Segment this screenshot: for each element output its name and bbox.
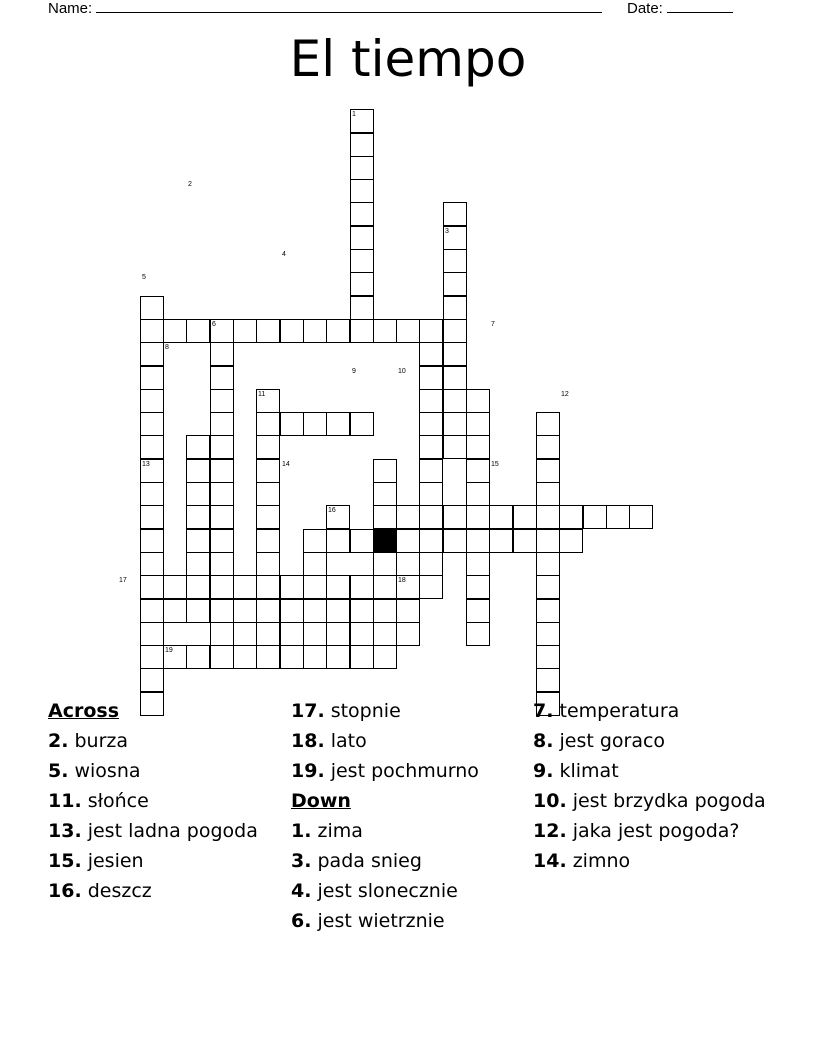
clue-item [533,791,768,812]
crossword-cell[interactable] [373,575,397,599]
crossword-cell[interactable] [466,529,490,553]
clue-item-text: wiosna [68,760,141,782]
crossword-cell[interactable] [186,459,210,483]
crossword-cell[interactable] [186,645,210,669]
crossword-cell[interactable] [210,389,234,413]
crossword-cell[interactable] [326,529,350,553]
clue-number-18: 18 [398,577,406,584]
clue-item-number: 2. [48,730,69,752]
crossword-cell[interactable] [350,272,374,296]
clue-item [291,701,526,722]
crossword-cell[interactable] [536,622,560,646]
clue-item [291,911,526,932]
crossword-cell[interactable] [140,622,164,646]
clue-item-number: 10. [533,790,567,812]
crossword-cell[interactable] [186,319,210,343]
crossword-cell[interactable] [233,575,257,599]
crossword-cell[interactable] [210,599,234,623]
crossword-cell[interactable] [256,529,280,553]
crossword-cell[interactable] [536,482,560,506]
crossword-cell[interactable] [443,435,467,459]
crossword-cell[interactable] [373,622,397,646]
crossword-cell[interactable] [536,668,560,692]
clue-item-text: temperatura [553,700,680,722]
clue-number-6: 6 [212,321,216,328]
clue-number-1: 1 [352,111,356,118]
clue-item-number: 8. [533,730,554,752]
crossword-cell[interactable] [303,599,327,623]
clue-item-number: 7. [533,700,554,722]
crossword-cell[interactable] [326,645,350,669]
name-label: Name: [48,0,93,17]
crossword-cell[interactable] [140,435,164,459]
crossword-cell[interactable] [373,459,397,483]
crossword-cell[interactable] [350,226,374,250]
clue-number-9: 9 [352,368,356,375]
crossword-cell[interactable] [350,412,374,436]
crossword-cell[interactable] [233,622,257,646]
clue-number-16: 16 [328,507,336,514]
crossword-cell[interactable] [419,342,443,366]
crossword-cell[interactable] [536,599,560,623]
crossword-cell[interactable] [443,366,467,390]
crossword-cell[interactable] [303,412,327,436]
crossword-cell[interactable] [536,459,560,483]
crossword-cell[interactable] [373,599,397,623]
crossword-cell[interactable] [466,599,490,623]
crossword-cell[interactable] [373,552,397,576]
clue-number-5: 5 [142,274,146,281]
crossword-cell[interactable] [210,529,234,553]
date-label: Date: [627,0,663,17]
crossword-cell[interactable] [350,599,374,623]
clue-number-10: 10 [398,368,406,375]
clue-item-number: 18. [291,730,325,752]
crossword-cell[interactable] [186,505,210,529]
clue-item-text: burza [68,730,129,752]
crossword-cell[interactable] [140,599,164,623]
crossword-cell[interactable] [559,529,583,553]
crossword-cell[interactable] [210,366,234,390]
crossword-cell[interactable] [256,482,280,506]
clue-number-7: 7 [491,321,495,328]
clue-item [48,851,283,872]
clue-number-19: 19 [165,647,173,654]
crossword-cell[interactable] [303,319,327,343]
clue-item-text: lato [324,730,367,752]
clue-number-3: 3 [445,228,449,235]
crossword-cell[interactable] [396,622,420,646]
clue-item-number: 17. [291,700,325,722]
crossword-cell[interactable] [443,296,467,320]
clue-number-2: 2 [188,181,192,188]
crossword-cell[interactable] [186,529,210,553]
clue-item-text: stopnie [324,700,401,722]
crossword-cell[interactable] [489,505,513,529]
clues-column-1 [48,701,283,911]
crossword-cell[interactable] [419,366,443,390]
crossword-cell[interactable] [256,319,280,343]
clue-item-text: jest slonecznie [311,880,458,902]
clue-item [533,761,768,782]
crossword-cell[interactable] [466,459,490,483]
clue-item [48,881,283,902]
crossword-cell[interactable] [256,645,280,669]
clue-item [291,851,526,872]
crossword-cell[interactable] [350,156,374,180]
crossword-cell[interactable] [466,552,490,576]
clue-item-number: 4. [291,880,312,902]
across-heading: Across [48,700,120,722]
crossword-cell[interactable] [186,575,210,599]
clues-column-3 [533,701,768,881]
crossword-cell[interactable] [233,319,257,343]
clue-number-4: 4 [282,251,286,258]
crossword-cell[interactable] [350,133,374,157]
crossword-cell[interactable] [303,552,327,576]
crossword-cell[interactable] [303,575,327,599]
crossword-cell[interactable] [350,622,374,646]
crossword-cell[interactable] [513,505,537,529]
crossword-cell[interactable] [536,575,560,599]
clue-item [48,791,283,812]
crossword-cell[interactable] [140,529,164,553]
crossword-cell[interactable] [443,272,467,296]
crossword-cell[interactable] [536,529,560,553]
clue-item [291,761,526,782]
clue-item [291,731,526,752]
crossword-black-cell [373,529,397,553]
crossword-cell[interactable] [466,575,490,599]
crossword-cell[interactable] [419,435,443,459]
crossword-cell[interactable] [373,482,397,506]
crossword-cell[interactable] [443,412,467,436]
crossword-cell[interactable] [443,342,467,366]
crossword-cell[interactable] [373,319,397,343]
clue-item-number: 15. [48,850,82,872]
crossword-cell[interactable] [233,599,257,623]
clue-item-number: 19. [291,760,325,782]
clue-item-text: jest brzydka pogoda [566,790,766,812]
crossword-cell[interactable] [163,599,187,623]
clue-number-12: 12 [561,391,569,398]
crossword-cell[interactable] [513,529,537,553]
crossword-cell[interactable] [559,505,583,529]
crossword-cell[interactable] [256,622,280,646]
clue-item-text: jest goraco [553,730,666,752]
crossword-cell[interactable] [606,505,630,529]
crossword-cell[interactable] [140,482,164,506]
clue-item [48,821,283,842]
crossword-cell[interactable] [443,202,467,226]
crossword-cell[interactable] [256,575,280,599]
crossword-cell[interactable] [466,622,490,646]
clue-number-13: 13 [142,461,150,468]
crossword-cell[interactable] [466,505,490,529]
crossword-cell[interactable] [140,505,164,529]
crossword-cell[interactable] [280,319,304,343]
crossword-cell[interactable] [210,552,234,576]
clue-number-15: 15 [491,461,499,468]
crossword-cell[interactable] [466,389,490,413]
crossword-cell[interactable] [583,505,607,529]
crossword-cell[interactable] [186,435,210,459]
crossword-cell[interactable] [536,645,560,669]
clue-number-14: 14 [282,461,290,468]
crossword-cell[interactable] [303,529,327,553]
crossword-cell[interactable] [140,552,164,576]
clue-number-17: 17 [119,577,127,584]
crossword-cell[interactable] [419,389,443,413]
crossword-cell[interactable] [280,622,304,646]
crossword-cell[interactable] [443,319,467,343]
clue-item-text: zimno [566,850,631,872]
crossword-cell[interactable] [350,296,374,320]
crossword-cell[interactable] [163,319,187,343]
crossword-cell[interactable] [350,319,374,343]
crossword-cell[interactable] [536,412,560,436]
crossword-cell[interactable] [303,622,327,646]
clue-item-text: jest ladna pogoda [81,820,258,842]
crossword-cell[interactable] [210,482,234,506]
crossword-cell[interactable] [140,645,164,669]
crossword-cell[interactable] [536,435,560,459]
clue-item-text: klimat [553,760,619,782]
clue-item-number: 14. [533,850,567,872]
crossword-cell[interactable] [140,342,164,366]
crossword-cell[interactable] [140,575,164,599]
crossword-cell[interactable] [256,412,280,436]
crossword-cell[interactable] [419,482,443,506]
clue-item-number: 3. [291,850,312,872]
crossword-cell[interactable] [443,389,467,413]
clue-item-number: 6. [291,910,312,932]
crossword-cell[interactable] [466,435,490,459]
crossword-cell[interactable] [210,459,234,483]
down-heading: Down [291,790,351,812]
crossword-cell[interactable] [326,412,350,436]
crossword-cell[interactable] [443,505,467,529]
clue-item [533,821,768,842]
clue-item-text: słońce [81,790,149,812]
clue-item [291,881,526,902]
crossword-cell[interactable] [186,482,210,506]
crossword-cell[interactable] [350,575,374,599]
crossword-cell[interactable] [396,529,420,553]
crossword-cell[interactable] [210,412,234,436]
crossword-cell[interactable] [210,645,234,669]
crossword-cell[interactable] [373,645,397,669]
clue-item-text: deszcz [81,880,152,902]
crossword-cell[interactable] [419,459,443,483]
clue-item-number: 9. [533,760,554,782]
crossword-cell[interactable] [536,505,560,529]
clue-item-text: zima [311,820,363,842]
crossword-cell[interactable] [326,622,350,646]
clue-item-number: 13. [48,820,82,842]
crossword-cell[interactable] [210,342,234,366]
clue-number-8: 8 [165,344,169,351]
crossword-cell[interactable] [350,179,374,203]
crossword-cell[interactable] [210,622,234,646]
clue-item [48,731,283,752]
crossword-cell[interactable] [536,552,560,576]
crossword-cell[interactable] [140,389,164,413]
crossword-cell[interactable] [419,412,443,436]
clue-item-number: 12. [533,820,567,842]
crossword-cell[interactable] [466,482,490,506]
clue-item [533,701,768,722]
crossword-cell[interactable] [280,645,304,669]
crossword-cell[interactable] [280,412,304,436]
clues-column-2 [291,701,526,941]
crossword-cell[interactable] [419,319,443,343]
crossword-cell[interactable] [396,505,420,529]
crossword-cell[interactable] [396,599,420,623]
crossword-cell[interactable] [419,505,443,529]
crossword-cell[interactable] [303,645,327,669]
crossword-cell[interactable] [466,412,490,436]
crossword-cell[interactable] [419,552,443,576]
clue-item-number: 16. [48,880,82,902]
clue-item-number: 11. [48,790,82,812]
crossword-cell[interactable] [280,575,304,599]
crossword-cell[interactable] [350,645,374,669]
clue-item [48,761,283,782]
page-title: El tiempo [289,30,527,88]
crossword-cell[interactable] [256,435,280,459]
crossword-cell[interactable] [350,202,374,226]
crossword-cell[interactable] [280,599,304,623]
crossword-cell[interactable] [256,599,280,623]
crossword-cell[interactable] [210,435,234,459]
crossword-cell[interactable] [140,668,164,692]
crossword-cell[interactable] [489,529,513,553]
clue-item-text: jest wietrznie [311,910,445,932]
clue-item [533,851,768,872]
clue-item-text: jest pochmurno [324,760,479,782]
crossword-cell[interactable] [443,249,467,273]
crossword-cell[interactable] [163,575,187,599]
crossword-cell[interactable] [256,552,280,576]
crossword-cell[interactable] [233,645,257,669]
crossword-cell[interactable] [419,529,443,553]
crossword-cell[interactable] [256,505,280,529]
crossword-cell[interactable] [629,505,653,529]
crossword-cell[interactable] [186,552,210,576]
clue-item-number: 1. [291,820,312,842]
crossword-cell[interactable] [140,319,164,343]
crossword-cell[interactable] [140,366,164,390]
crossword-cell[interactable] [186,599,210,623]
crossword-cell[interactable] [396,319,420,343]
crossword-cell[interactable] [443,529,467,553]
clue-number-11: 11 [258,391,266,398]
clue-item [291,821,526,842]
clue-item [533,731,768,752]
crossword-cell[interactable] [256,459,280,483]
crossword-cell[interactable] [350,529,374,553]
crossword-cell[interactable] [140,296,164,320]
clue-item-text: jaka jest pogoda? [566,820,740,842]
clue-item-text: pada snieg [311,850,422,872]
crossword-cell[interactable] [350,249,374,273]
crossword-cell[interactable] [140,412,164,436]
crossword-cell[interactable] [373,505,397,529]
clue-item-text: jesien [81,850,144,872]
crossword-cell[interactable] [326,599,350,623]
crossword-cell[interactable] [326,575,350,599]
clue-item-number: 5. [48,760,69,782]
crossword-cell[interactable] [210,575,234,599]
crossword-cell[interactable] [210,505,234,529]
crossword-cell[interactable] [326,319,350,343]
crossword-cell[interactable] [419,575,443,599]
